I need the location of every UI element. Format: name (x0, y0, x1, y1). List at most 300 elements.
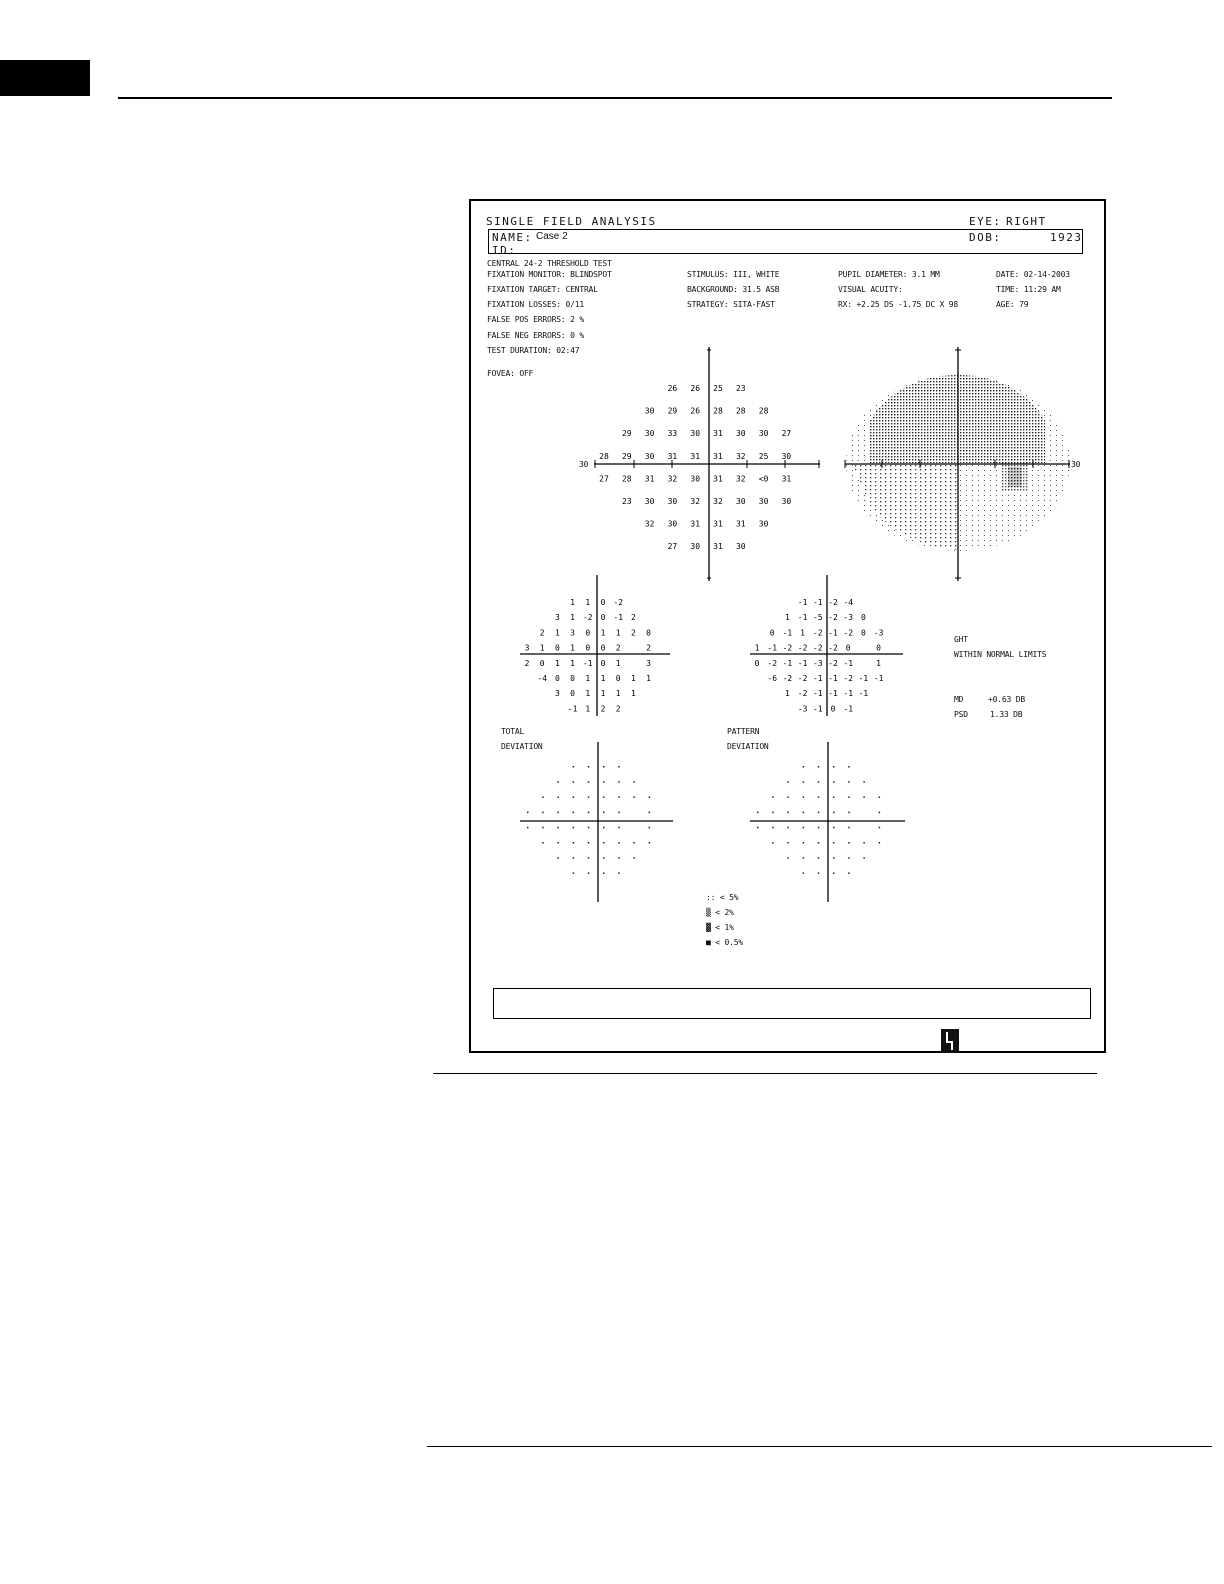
background: BACKGROUND: 31.5 ASB (687, 285, 780, 294)
grid-value: 28 (599, 451, 609, 461)
grid-value: 0 (570, 674, 576, 683)
grid-value: 30 (690, 542, 701, 552)
pattern-deviation-values (755, 598, 884, 713)
probability-dot (833, 766, 835, 768)
total-deviation-label: TOTAL (501, 727, 525, 736)
grid-value: -2 (613, 598, 624, 607)
false-neg-errors: FALSE NEG ERRORS: 0 % (487, 331, 584, 340)
grid-value: -2 (797, 689, 808, 699)
legend-symbol: ▒ (706, 908, 711, 917)
grid-value: 0 (539, 658, 545, 668)
probability-dot (588, 812, 590, 814)
probability-dot (573, 842, 575, 844)
grid-value: 23 (621, 497, 632, 506)
grid-value: 33 (667, 429, 678, 439)
grid-value: -1 (613, 613, 624, 623)
test-time: TIME: 11:29 AM (996, 285, 1061, 294)
probability-dot (633, 857, 635, 859)
grid-value: -3 (873, 628, 884, 638)
grid-value: 0 (585, 628, 591, 638)
psd-label: PSD (954, 710, 968, 719)
probability-dot (603, 796, 605, 798)
md-label: MD (954, 695, 964, 704)
grid-value: -3 (797, 704, 808, 714)
probability-dot (542, 812, 544, 814)
patient-name: Case 2 (536, 231, 568, 242)
figure-bottom-rule (433, 1073, 1097, 1074)
grid-value: 0 (830, 704, 836, 714)
grid-value: 2 (630, 628, 636, 638)
pattern-deviation-plot (745, 573, 915, 718)
grid-value: 1 (539, 643, 545, 653)
probability-dot (588, 781, 590, 783)
visual-acuity: VISUAL ACUITY: (838, 285, 903, 294)
grid-value: 32 (644, 519, 655, 529)
legend-5pct (706, 893, 738, 902)
grid-value: 31 (781, 474, 792, 484)
grid-value: 31 (713, 474, 723, 484)
grid-value: -2 (797, 674, 808, 683)
probability-dot (603, 842, 605, 844)
probability-dot (803, 781, 805, 783)
grid-value: 0 (600, 643, 606, 653)
probability-dot (542, 796, 544, 798)
pattern-deviation-label: PATTERN (727, 727, 760, 736)
probability-dot (588, 857, 590, 859)
grid-value: 0 (554, 674, 560, 683)
probability-dot (848, 796, 850, 798)
probability-dot (542, 827, 544, 829)
probability-dot (833, 827, 835, 829)
grid-value: 1 (876, 658, 882, 668)
grid-value: 31 (713, 519, 723, 529)
probability-dot (573, 766, 575, 768)
grid-value: 0 (860, 613, 866, 623)
grid-value: 28 (621, 474, 632, 484)
dob-value: 1923 (1050, 231, 1083, 244)
grid-value: 29 (621, 429, 632, 439)
probability-dot (557, 781, 559, 783)
grid-value: 26 (690, 406, 701, 416)
grid-value: 0 (600, 598, 606, 607)
grid-value: -1 (812, 598, 823, 607)
grid-value: 26 (667, 384, 678, 393)
probability-dot (787, 842, 789, 844)
legend-text: < 0.5% (715, 938, 743, 947)
probability-dot (649, 796, 651, 798)
grid-value: -1 (828, 689, 838, 699)
grid-value: -1 (582, 658, 593, 668)
grid-value: -2 (828, 658, 838, 668)
probability-dot (527, 812, 529, 814)
probability-dot (818, 812, 820, 814)
grid-value: -1 (797, 658, 808, 668)
grid-value: 3 (554, 689, 560, 699)
grid-value: 0 (570, 689, 576, 699)
probability-dot (863, 842, 865, 844)
strategy: STRATEGY: SITA-FAST (687, 300, 775, 309)
legend-text: < 1% (715, 923, 734, 932)
grid-value: -2 (828, 643, 838, 653)
grid-value: 30 (781, 497, 792, 506)
grid-value: 23 (735, 384, 746, 393)
probability-dot (542, 842, 544, 844)
legend-2pct (706, 908, 734, 917)
probability-dot (833, 781, 835, 783)
probability-dot (603, 781, 605, 783)
grid-value: 28 (758, 406, 769, 416)
name-label: NAME: (492, 231, 533, 244)
grid-value: 0 (646, 628, 652, 638)
probability-dot (803, 827, 805, 829)
grid-value: -1 (782, 658, 793, 668)
grid-value: 1 (630, 689, 636, 699)
eye-value: RIGHT (1006, 215, 1047, 228)
grid-value: 31 (667, 451, 678, 461)
probability-dot (818, 827, 820, 829)
threshold-values (599, 384, 791, 551)
grid-value: 30 (758, 497, 769, 506)
grid-value: -4 (537, 674, 548, 683)
grid-value: 30 (758, 519, 769, 529)
probability-dot (803, 842, 805, 844)
grid-value: -2 (767, 658, 778, 668)
grid-value: -2 (843, 628, 854, 638)
probability-dot (803, 872, 805, 874)
probability-dot (757, 812, 759, 814)
grid-value: -1 (767, 643, 778, 653)
grid-value: 30 (644, 429, 655, 439)
probability-dot (879, 812, 881, 814)
grid-value: -2 (843, 674, 854, 683)
grid-value: 1 (570, 643, 576, 653)
total-deviation-plot (515, 573, 685, 718)
grid-value: 30 (644, 406, 655, 416)
probability-dot (588, 827, 590, 829)
eye-label: EYE: (969, 215, 1002, 228)
probability-dot (603, 872, 605, 874)
grid-value: -1 (812, 674, 823, 683)
grid-value: 30 (667, 519, 678, 529)
grid-value: 25 (713, 384, 723, 393)
grid-value: 1 (585, 598, 591, 607)
grid-value: 30 (644, 497, 655, 506)
test-name: CENTRAL 24-2 THRESHOLD TEST (487, 259, 612, 268)
probability-dot (833, 842, 835, 844)
probability-dot (603, 857, 605, 859)
probability-dot (527, 827, 529, 829)
threshold-plot (570, 345, 830, 585)
grid-value: 30 (644, 451, 655, 461)
grid-value: 25 (758, 451, 769, 461)
probability-dot (603, 766, 605, 768)
grid-value: 26 (690, 384, 701, 393)
grid-value: -1 (828, 674, 838, 683)
probability-dot (848, 857, 850, 859)
probability-dot (618, 781, 620, 783)
grid-value: 30 (735, 497, 746, 506)
grid-value: -5 (812, 613, 823, 623)
grid-value: 1 (570, 613, 576, 623)
grid-value: 30 (758, 429, 769, 439)
grid-value: 32 (713, 497, 723, 506)
grid-value: 1 (754, 643, 760, 653)
grid-value: 1 (615, 628, 621, 638)
probability-dot (618, 842, 620, 844)
probability-dot (803, 796, 805, 798)
grid-value: -2 (828, 598, 838, 607)
probability-dot (879, 796, 881, 798)
probability-dot (772, 842, 774, 844)
fixation-monitor: FIXATION MONITOR: BLINDSPOT (487, 270, 612, 279)
grid-value: -2 (782, 643, 793, 653)
grid-value: -2 (812, 643, 823, 653)
grid-value: 31 (644, 474, 655, 484)
grid-value: 0 (769, 628, 775, 638)
probability-dot (633, 796, 635, 798)
grid-value: 31 (713, 451, 723, 461)
probability-dot (818, 781, 820, 783)
grid-value: -1 (828, 628, 838, 638)
grid-value: -1 (858, 689, 869, 699)
total-deviation-label-2: DEVIATION (501, 742, 543, 751)
grid-value: 2 (615, 643, 621, 653)
grid-value: 0 (585, 643, 591, 653)
fovea-status: FOVEA: OFF (487, 369, 534, 378)
grid-value: -2 (812, 628, 823, 638)
grid-value: -1 (812, 689, 823, 699)
grid-value: 0 (754, 658, 760, 668)
zeiss-logo-icon (941, 1029, 959, 1053)
test-date: DATE: 02-14-2003 (996, 270, 1070, 279)
probability-dot (557, 857, 559, 859)
grid-value: 0 (615, 674, 621, 683)
grid-value: -1 (797, 598, 808, 607)
legend-text: < 5% (719, 893, 739, 902)
grid-value: 28 (735, 406, 746, 416)
probability-dot (772, 796, 774, 798)
probability-dot (879, 827, 881, 829)
probability-dot (557, 796, 559, 798)
probability-dot (603, 827, 605, 829)
grid-value: -2 (582, 613, 593, 623)
stimulus: STIMULUS: III, WHITE (687, 270, 780, 279)
grid-value: 1 (585, 689, 591, 699)
probability-dot (787, 781, 789, 783)
grid-value: <0 (758, 474, 769, 484)
grid-value: -1 (873, 674, 884, 683)
probability-dot (588, 796, 590, 798)
probability-dot (618, 812, 620, 814)
grid-value: -2 (828, 613, 838, 623)
probability-dot (818, 872, 820, 874)
probability-dot (573, 857, 575, 859)
grid-value: 3 (524, 643, 530, 653)
probability-dot (787, 827, 789, 829)
probability-dot (588, 766, 590, 768)
grid-value: -1 (567, 704, 578, 714)
probability-dot (803, 857, 805, 859)
psd-value: 1.33 DB (990, 710, 1023, 719)
legend-symbol: ■ (706, 938, 711, 947)
grid-value: 0 (554, 643, 560, 653)
probability-dot (803, 766, 805, 768)
probability-dot (588, 872, 590, 874)
grid-value: 30 (735, 429, 746, 439)
probability-dot (818, 766, 820, 768)
grid-value: 1 (570, 598, 576, 607)
grid-value: 32 (690, 497, 701, 506)
grid-value: -6 (767, 674, 778, 683)
probability-dot (618, 857, 620, 859)
grid-value: -1 (843, 689, 854, 699)
grid-value: 2 (524, 658, 530, 668)
probability-dot (848, 812, 850, 814)
probability-dot (573, 827, 575, 829)
probability-dot (573, 781, 575, 783)
grid-value: 2 (646, 643, 652, 653)
grid-value: 29 (621, 451, 632, 461)
probability-dot (618, 796, 620, 798)
grid-value: 31 (713, 542, 723, 552)
fixation-target: FIXATION TARGET: CENTRAL (487, 285, 598, 294)
probability-dot (863, 781, 865, 783)
grid-value: 3 (570, 628, 576, 638)
probability-dot (787, 796, 789, 798)
threshold-axis-label: 30 (579, 460, 589, 469)
probability-dot (863, 796, 865, 798)
pattern-deviation-probability-plot (745, 740, 915, 905)
grid-value: 1 (570, 658, 576, 668)
grid-value: 31 (735, 519, 746, 529)
probability-dot (848, 766, 850, 768)
probability-dot (833, 872, 835, 874)
id-label: ID: (492, 244, 517, 257)
ght-value: WITHIN NORMAL LIMITS (954, 650, 1047, 659)
total-deviation-probability-plot (515, 740, 685, 905)
grid-value: -1 (858, 674, 869, 683)
grid-value: 2 (600, 704, 606, 714)
probability-dot (818, 842, 820, 844)
grid-value: 1 (615, 689, 621, 699)
grid-value: 31 (690, 519, 701, 529)
probability-dot (833, 812, 835, 814)
grid-value: 0 (860, 628, 866, 638)
probability-dot (649, 827, 651, 829)
grid-value: -1 (797, 613, 808, 623)
pattern-deviation-label-2: DEVIATION (727, 742, 769, 751)
probability-dot (848, 842, 850, 844)
grid-value: 28 (713, 406, 723, 416)
grid-value: -2 (797, 643, 808, 653)
grid-value: 29 (667, 406, 678, 416)
false-pos-errors: FALSE POS ERRORS: 2 % (487, 315, 584, 324)
grid-value: 2 (539, 628, 545, 638)
probability-dot (833, 857, 835, 859)
md-value: +0.63 DB (988, 695, 1025, 704)
grid-value: 30 (735, 542, 746, 552)
pupil-diameter: PUPIL DIAMETER: 3.1 MM (838, 270, 940, 279)
grid-value: 0 (600, 658, 606, 668)
grayscale-axis-label: 30 (1071, 460, 1081, 469)
grid-value: 1 (630, 674, 636, 683)
grid-value: 1 (646, 674, 652, 683)
grid-value: 1 (784, 689, 790, 699)
probability-dot (818, 857, 820, 859)
grid-value: 31 (713, 429, 723, 439)
test-duration: TEST DURATION: 02:47 (487, 346, 580, 355)
legend-text: < 2% (715, 908, 734, 917)
probability-dot (848, 781, 850, 783)
grid-value: 32 (735, 474, 746, 484)
grid-value: 30 (690, 429, 701, 439)
probability-dot (863, 857, 865, 859)
grid-value: 1 (600, 689, 606, 699)
grid-value: -3 (843, 613, 854, 623)
probability-dot (848, 827, 850, 829)
ght-label: GHT (954, 635, 968, 644)
probability-dot (649, 842, 651, 844)
probability-dot (618, 827, 620, 829)
legend-symbol: :: (706, 893, 716, 902)
probability-dot (649, 812, 651, 814)
grid-value: -1 (843, 704, 854, 714)
refraction: RX: +2.25 DS -1.75 DC X 98 (838, 300, 959, 309)
grid-value: 2 (615, 704, 621, 714)
grid-value: -4 (843, 598, 854, 607)
probability-dot (573, 872, 575, 874)
probability-dot (772, 827, 774, 829)
probability-dot (603, 812, 605, 814)
probability-dot (618, 766, 620, 768)
probability-dot (818, 796, 820, 798)
probability-dot (573, 812, 575, 814)
total-deviation-values (525, 598, 652, 713)
grid-value: 27 (781, 429, 792, 439)
grid-value: -1 (843, 658, 854, 668)
grid-value: 1 (585, 674, 591, 683)
grid-value: -3 (812, 658, 823, 668)
dob-label: DOB: (969, 231, 1002, 244)
probability-dot (633, 781, 635, 783)
grid-value: 1 (800, 628, 806, 638)
grid-value: 1 (615, 658, 621, 668)
grid-value: 0 (845, 643, 851, 653)
fixation-losses: FIXATION LOSSES: 0/11 (487, 300, 584, 309)
probability-dot (557, 827, 559, 829)
grid-value: 3 (554, 613, 560, 623)
grid-value: 1 (585, 704, 591, 714)
grid-value: 1 (554, 658, 560, 668)
probability-dot (803, 812, 805, 814)
grid-value: 27 (599, 474, 609, 484)
grid-value: -1 (782, 628, 793, 638)
grid-value: 0 (876, 643, 882, 653)
probability-dot (833, 796, 835, 798)
probability-dot (573, 796, 575, 798)
header-rule (118, 97, 1112, 99)
patient-age: AGE: 79 (996, 300, 1029, 309)
grid-value: -1 (812, 704, 823, 714)
probability-dot (787, 812, 789, 814)
report-title: SINGLE FIELD ANALYSIS (486, 215, 657, 228)
grid-value: 27 (667, 542, 678, 552)
grid-value: 0 (600, 613, 606, 623)
probability-dot (557, 812, 559, 814)
probability-dot (879, 842, 881, 844)
grid-value: 30 (667, 497, 678, 506)
footer-bar (493, 988, 1091, 1019)
